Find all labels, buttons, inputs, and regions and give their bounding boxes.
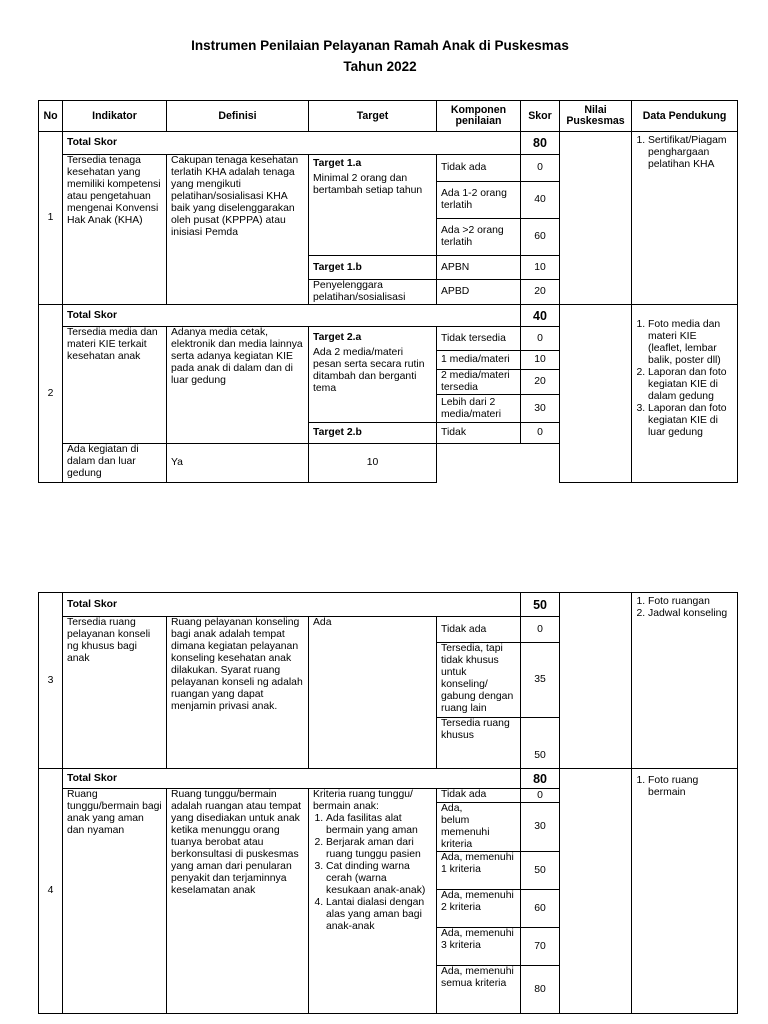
target-title: Target 1.b — [309, 256, 437, 280]
pendukung-item: 3. Laporan dan foto kegiatan KIE di luar gedung — [648, 403, 733, 439]
komponen-label: Tidak ada — [437, 789, 521, 803]
nilai-cell[interactable] — [560, 305, 632, 483]
komponen-label: 2 media/materi tersedia — [437, 370, 521, 395]
total-row — [39, 132, 738, 155]
definisi-text: Cakupan tenaga kesehatan terlatih KHA adalah tenaga yang mengikuti pelatihan/sosialisasi KHA baik yang diselenggarakan oleh pusat (KPPPA) atau inisiasi Pemda — [167, 155, 309, 305]
row-number: 1 — [39, 132, 63, 305]
komponen-label: APBD — [437, 280, 521, 305]
target-title: Target 2.a — [313, 332, 362, 343]
komponen-label: Tersedia ruang khusus — [437, 718, 521, 769]
target-cell — [309, 789, 437, 1014]
total-score: 40 — [521, 305, 560, 327]
komponen-label: Tidak — [437, 423, 521, 444]
pendukung-item: 2. Jadwal konseling — [648, 608, 733, 620]
indikator-text: Tersedia tenaga kesehatan yang memiliki kompetensi atau pengetahuan mengenai Konvensi Hak Anak (KHA) — [63, 155, 167, 305]
komponen-label: 1 media/materi — [437, 351, 521, 370]
total-label: Total Skor — [63, 593, 521, 617]
total-score: 80 — [521, 769, 560, 789]
komponen-score: 60 — [521, 890, 560, 928]
data-pendukung — [632, 769, 738, 1014]
data-pendukung — [632, 305, 738, 483]
definisi-text: Ruang pelayanan konseling bagi anak adalah tempat dimana kegiatan pelayanan konseling kesehatan anak dilakukan. Syarat ruang pelayanan konseli ng adalah ruangan yang dapat menjamin privasi anak. — [167, 617, 309, 769]
komponen-label: Lebih dari 2 media/materi — [437, 395, 521, 423]
header-komponen: Komponen penilaian — [437, 101, 521, 132]
total-row — [39, 305, 738, 327]
target-cell — [309, 327, 437, 423]
header-target: Target — [309, 101, 437, 132]
komponen-score: 30 — [521, 395, 560, 423]
header-pendukung: Data Pendukung — [632, 101, 738, 132]
komponen-score: 40 — [521, 182, 560, 219]
table-header — [39, 101, 738, 132]
indikator-text: Tersedia ruang pelayanan konseli ng khusus bagi anak — [63, 617, 167, 769]
komponen-score: 10 — [309, 444, 437, 483]
komponen-label: APBN — [437, 256, 521, 280]
komponen-label: Ada, belum memenuhi kriteria — [437, 803, 521, 852]
indikator-text: Ruang tunggu/bermain bagi anak yang aman dan nyaman — [63, 789, 167, 1014]
komponen-label: Ada, memenuhi 3 kriteria — [437, 928, 521, 966]
header-no: No — [39, 101, 63, 132]
komponen-score: 0 — [521, 789, 560, 803]
pendukung-item: 2. Laporan dan foto kegiatan KIE di dalam gedung — [648, 367, 733, 403]
komponen-label: Tidak tersedia — [437, 327, 521, 351]
target-desc: Ada 2 media/materi pesan serta secara rutin ditambah dan berganti tema — [313, 347, 425, 394]
doc-year: Tahun 2022 — [343, 59, 417, 74]
komponen-label: Ada, memenuhi 2 kriteria — [437, 890, 521, 928]
komponen-score: 10 — [521, 256, 560, 280]
total-row — [39, 769, 738, 789]
komponen-label: Ada, memenuhi semua kriteria — [437, 966, 521, 1014]
komponen-score: 0 — [521, 423, 560, 444]
data-pendukung — [632, 593, 738, 769]
nilai-cell[interactable] — [560, 132, 632, 305]
target-title: Target 2.b — [309, 423, 437, 444]
total-label: Total Skor — [63, 305, 521, 327]
indikator-text: Tersedia media dan materi KIE terkait kesehatan anak — [63, 327, 167, 444]
komponen-label: Ada, memenuhi 1 kriteria — [437, 852, 521, 890]
target-title: Target 1.a — [313, 158, 362, 169]
row-number: 4 — [39, 769, 63, 1014]
nilai-cell[interactable] — [560, 769, 632, 1014]
komponen-score: 30 — [521, 803, 560, 852]
komponen-label: Tidak ada — [437, 617, 521, 643]
header-indikator: Indikator — [63, 101, 167, 132]
komponen-label: Ada >2 orang terlatih — [437, 219, 521, 256]
total-row — [39, 593, 738, 617]
komponen-score: 20 — [521, 370, 560, 395]
row-number: 2 — [39, 305, 63, 483]
nilai-cell[interactable] — [560, 593, 632, 769]
target-intro: Kriteria ruang tunggu/ bermain anak: — [313, 789, 413, 812]
target-text: Ada — [309, 617, 437, 769]
komponen-score: 60 — [521, 219, 560, 256]
row-number: 3 — [39, 593, 63, 769]
header-definisi: Definisi — [167, 101, 309, 132]
total-label: Total Skor — [63, 769, 521, 789]
definisi-text: Adanya media cetak, elektronik dan media lainnya serta adanya kegiatan KIE pada anak di dalam dan di luar gedung — [167, 327, 309, 444]
pendukung-item: 1. Foto ruangan — [648, 596, 733, 608]
header-skor: Skor — [521, 101, 560, 132]
criteria-item: 2. Berjarak aman dari ruang tunggu pasien — [326, 837, 432, 861]
komponen-score: 0 — [521, 327, 560, 351]
pendukung-item: 1. Foto ruang bermain — [648, 775, 733, 799]
komponen-label: Tidak ada — [437, 155, 521, 182]
criteria-item: 3. Cat dinding warna cerah (warna kesukaan anak-anak) — [326, 861, 432, 897]
komponen-score: 0 — [521, 155, 560, 182]
komponen-label: Ya — [167, 444, 309, 483]
komponen-score: 50 — [521, 718, 560, 769]
komponen-score: 80 — [521, 966, 560, 1014]
pendukung-item: 1. Foto media dan materi KIE (leaflet, lembar balik, poster dll) — [648, 319, 733, 367]
target-desc: Ada kegiatan di dalam dan luar gedung — [63, 444, 167, 483]
pendukung-item: 1. Sertifikat/Piagam penghargaan pelatihan KHA — [648, 135, 733, 171]
komponen-label: Ada 1-2 orang terlatih — [437, 182, 521, 219]
definisi-text: Ruang tunggu/bermain adalah ruangan atau tempat yang disediakan untuk anak ketika menunggu orang tuanya berobat atau berkonsultasi di puskesmas yang aman dari penularan penyakit dan terjaminnya keselamatan anak — [167, 789, 309, 1014]
komponen-score: 20 — [521, 280, 560, 305]
komponen-score: 50 — [521, 852, 560, 890]
target-desc: Minimal 2 orang dan bertambah setiap tahun — [313, 173, 423, 196]
assessment-table-2 — [38, 592, 738, 1014]
doc-title: Instrumen Penilaian Pelayanan Ramah Anak di Puskesmas — [191, 38, 569, 53]
data-pendukung — [632, 132, 738, 305]
komponen-score: 70 — [521, 928, 560, 966]
header-nilai: Nilai Puskesmas — [560, 101, 632, 132]
komponen-score: 10 — [521, 351, 560, 370]
target-desc: Penyelenggara pelatihan/sosialisasi — [309, 280, 437, 305]
total-label: Total Skor — [63, 132, 521, 155]
total-score: 50 — [521, 593, 560, 617]
komponen-score: 0 — [521, 617, 560, 643]
komponen-label: Tersedia, tapi tidak khusus untuk konseling/ gabung dengan ruang lain — [437, 643, 521, 718]
target-cell — [309, 155, 437, 256]
assessment-table-1 — [38, 100, 738, 483]
total-score: 80 — [521, 132, 560, 155]
komponen-score: 35 — [521, 643, 560, 718]
criteria-item: 1. Ada fasilitas alat bermain yang aman — [326, 813, 432, 837]
criteria-item: 4. Lantai dialasi dengan alas yang aman bagi anak-anak — [326, 897, 432, 933]
